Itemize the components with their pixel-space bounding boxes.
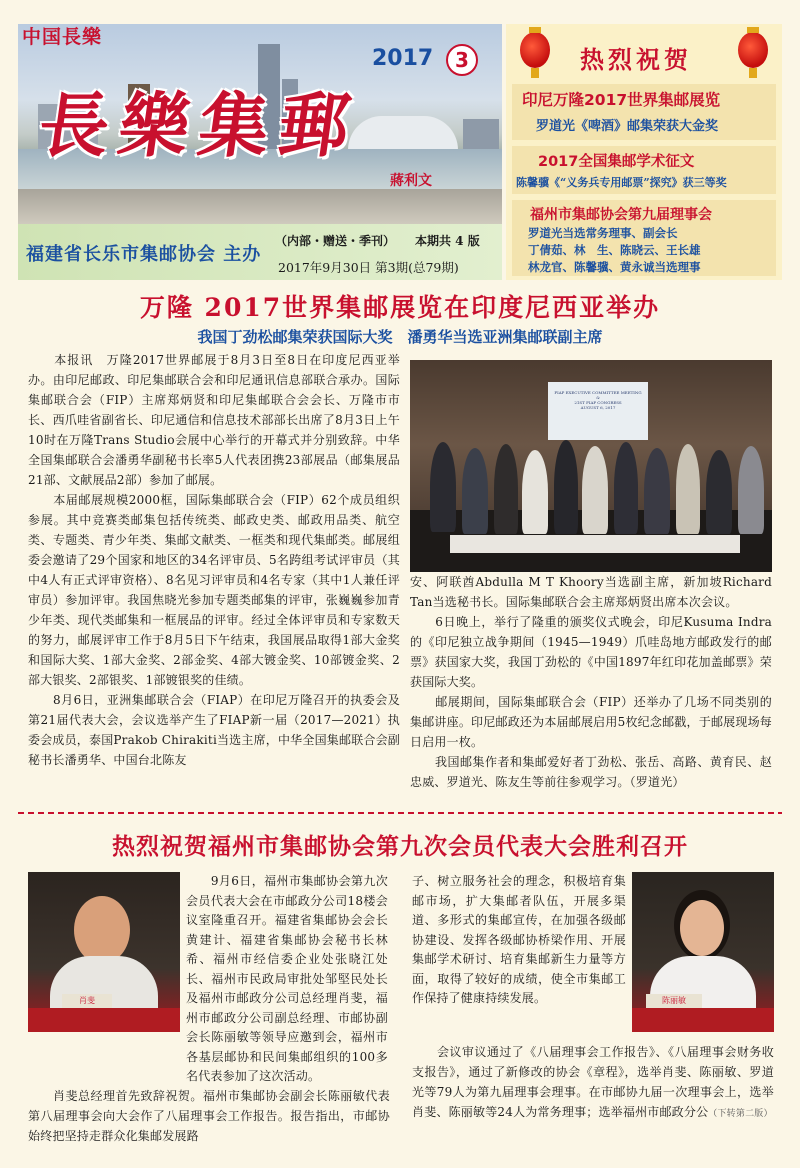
- article1-paragraph-4: 安、阿联酋Abdulla M T Khoory当选副主席，新加坡Richard Tan当选秘书长。国际集邮联合会主席郑炳贤出席本次会议。: [410, 575, 772, 609]
- article2-paragraph-3: 子、树立服务社会的理念，积极培育集邮市场，扩大集邮者队伍，开展多渠道、多形式的集邮宣传，在加强各级邮协建设、发挥各级邮协桥梁作用、开展集邮学术研讨、培育集邮新生力量等方面，取得了较好的成绩，使全市集邮工作保持了健康持续发展。: [412, 874, 626, 1005]
- issue-number: 3: [446, 44, 478, 76]
- photo-speaker-woman: [632, 872, 774, 1032]
- congrats-head-1: 印尼万隆2017世界集邮展览: [522, 91, 721, 109]
- congrats-line-1-1: 罗道光《啤酒》邮集荣获大金奖: [536, 119, 719, 134]
- issue-date: 2017年9月30日 第3期(总79期): [278, 260, 459, 275]
- lantern-left-icon: [520, 32, 550, 68]
- issue-year: 2017: [372, 46, 434, 71]
- masthead-logo: 中国長樂: [22, 26, 103, 48]
- article1-paragraph-2: 本届邮展规模2000框，国际集邮联合会（FIP）62个成员组织参展。其中竞赛类邮集包括传统类、邮政史类、邮政用品类、航空类、专题类、青少年类、集邮文献类、一框类和现代集邮类。邮展组委会邀请了29个国家和地区的34名评审员、5名跨组考试评审员（其中4人有正式评审资格）、8名见习评审员和4名专家（其中1人兼任评审员）参加评审。我国焦晓光参加专题类邮集的评审，张巍巍参加青少年类、现代类邮集和一框展品的评审。经过全体评审员和专家数天的努力，邮展评审工作于8月5日下午结束，我国展品取得1部大金奖和国际大奖、1部大金奖、2部金奖、4部大镀金奖、10部镀金奖、2部大银奖、2部银奖、1部镀银奖的佳绩。: [28, 493, 400, 687]
- congrats-line-3-3: 林龙官、陈馨骥、黄永诚当选理事: [528, 260, 701, 274]
- article2-paragraph-4: 会议审议通过了《八届理事会工作报告》、《八届理事会财务收支报告》，通过了新修改的协会《章程》，选举肖斐、陈丽敏、罗道光等79人为第九届理事会理事。在市邮协九届一次理事会上，选举肖斐、陈丽敏等24人为常务理事；选举福州市邮政分公: [412, 1045, 774, 1119]
- pages-note: 本期共 4 版: [415, 234, 480, 248]
- article2-col1-bottom: [28, 1086, 390, 1146]
- article2-col2-bottom: [412, 1042, 774, 1124]
- organizer-name: 福建省长乐市集邮协会 主办: [26, 244, 262, 265]
- congrats-head-3: 福州市集邮协会第九届理事会: [530, 207, 712, 223]
- group-photo: [410, 360, 772, 572]
- nameplate-man: 肖斐: [62, 994, 112, 1008]
- main-headline: 万隆 2017世界集邮展览在印度尼西亚举办: [139, 293, 661, 322]
- article1-paragraph-3: 8月6日，亚洲集邮联合会（FIAP）在印尼万隆召开的执委会及第21届代表大会，会议选举产生了FIAP新一届（2017—2021）执委会成员，泰国Prakob Chirakiti当选主席，中华全国集邮联合会副秘书长潘勇华、中国台北陈友: [28, 693, 400, 767]
- newspaper-title: 長樂集郵: [33, 84, 366, 167]
- photo-speaker-man: [28, 872, 180, 1032]
- main-subheadline: 我国丁劲松邮集荣获国际大奖 潘勇华当选亚洲集邮联副主席: [197, 328, 603, 346]
- article2-col2-top: [412, 872, 626, 1009]
- photo-congress-banner: FIAP EXECUTIVE COMMITTEE MEETING & 21ST FIAP CONGRESS AUGUST 6, 2017: [548, 382, 648, 440]
- lantern-right-icon: [738, 32, 768, 68]
- second-headline: 热烈祝贺福州市集邮协会第九次会员代表大会胜利召开: [112, 833, 688, 860]
- congrats-line-3-2: 丁倩茹、林 生、陈晓云、王长雄: [528, 243, 701, 257]
- article2-paragraph-2: 肖斐总经理首先致辞祝贺。福州市集邮协会副会长陈丽敏代表第八届理事会向大会作了八届理事会工作报告。报告指出，市邮协始终把坚持走群众化集邮发展路: [28, 1089, 390, 1143]
- congrats-title: 热烈祝贺: [580, 45, 692, 74]
- article1-right-column: [410, 572, 772, 792]
- article1-paragraph-6: 邮展期间，国际集邮联合会（FIP）还举办了几场不同类别的集邮讲座。印尼邮政还为本届邮展启用5枚纪念邮戳，于邮展现场每日启用一枚。: [410, 695, 772, 749]
- article1-paragraph-5: 6日晚上，举行了隆重的颁奖仪式晚会，印尼Kusuma Indra的《印尼独立战争期间（1945—1949）爪哇岛地方邮政发行的邮票》获国家大奖，我国丁劲松的《中国1897年红印花加盖邮票》荣获国际大奖。: [410, 615, 772, 689]
- article2-col1-top: [186, 872, 388, 1087]
- article2-paragraph-1: 9月6日，福州市集邮协会第九次会员代表大会在市邮政分公司18楼会议室隆重召开。福建省集邮协会会长黄建计、福建省集邮协会秘书长林希、福州市经信委企业处张晓江处长、福州市民政局审批处邹堅民处长及福州市邮政分公司总经理肖斐，福州市邮政分公司副总经理、市邮协副会长陈丽敏等领导应邀到会，福州市各基层邮协和民间集邮组织的100多名代表参加了这次活动。: [186, 874, 388, 1083]
- edition-note: （内部・赠送・季刊）: [275, 234, 396, 248]
- congrats-head-2: 2017全国集邮学术征文: [538, 154, 695, 170]
- article1-paragraph-1: 本报讯 万隆2017世界邮展于8月3日至8日在印度尼西亚举办。由印尼邮政、印尼集邮联合会和印尼通讯信息部联合承办。国际集邮联合会（FIP）主席郑炳贤和印尼集邮联合会会长、万隆市市长、西爪哇省副省长、印尼通信和信息技术部部长出席了8月3日上午10时在万隆Trans Studio会展中心举行的开幕式并分别致辞。中华全国集邮联合会潘勇华副秘书长率5人代表团携23部展品（邮集展品21部、文献展品2部）参加了邮展。: [28, 353, 400, 487]
- article1-paragraph-7: 我国邮集作者和集邮爱好者丁劲松、张岳、高路、黄育民、赵忠威、罗道光、陈友生等前往参观学习。（罗道光）: [410, 755, 772, 789]
- article1-left-column: [28, 350, 400, 770]
- title-seal: 蔣利文: [390, 173, 432, 189]
- congrats-line-3-1: 罗道光当选常务理事、副会长: [528, 226, 678, 240]
- section-divider: [18, 812, 782, 814]
- nameplate-woman: 陈丽敏: [646, 994, 702, 1008]
- continued-note: （下转第二版）: [708, 1109, 773, 1119]
- congrats-line-2-1: 陈馨骥《“义务兵专用邮票”探究》获三等奖: [516, 176, 727, 189]
